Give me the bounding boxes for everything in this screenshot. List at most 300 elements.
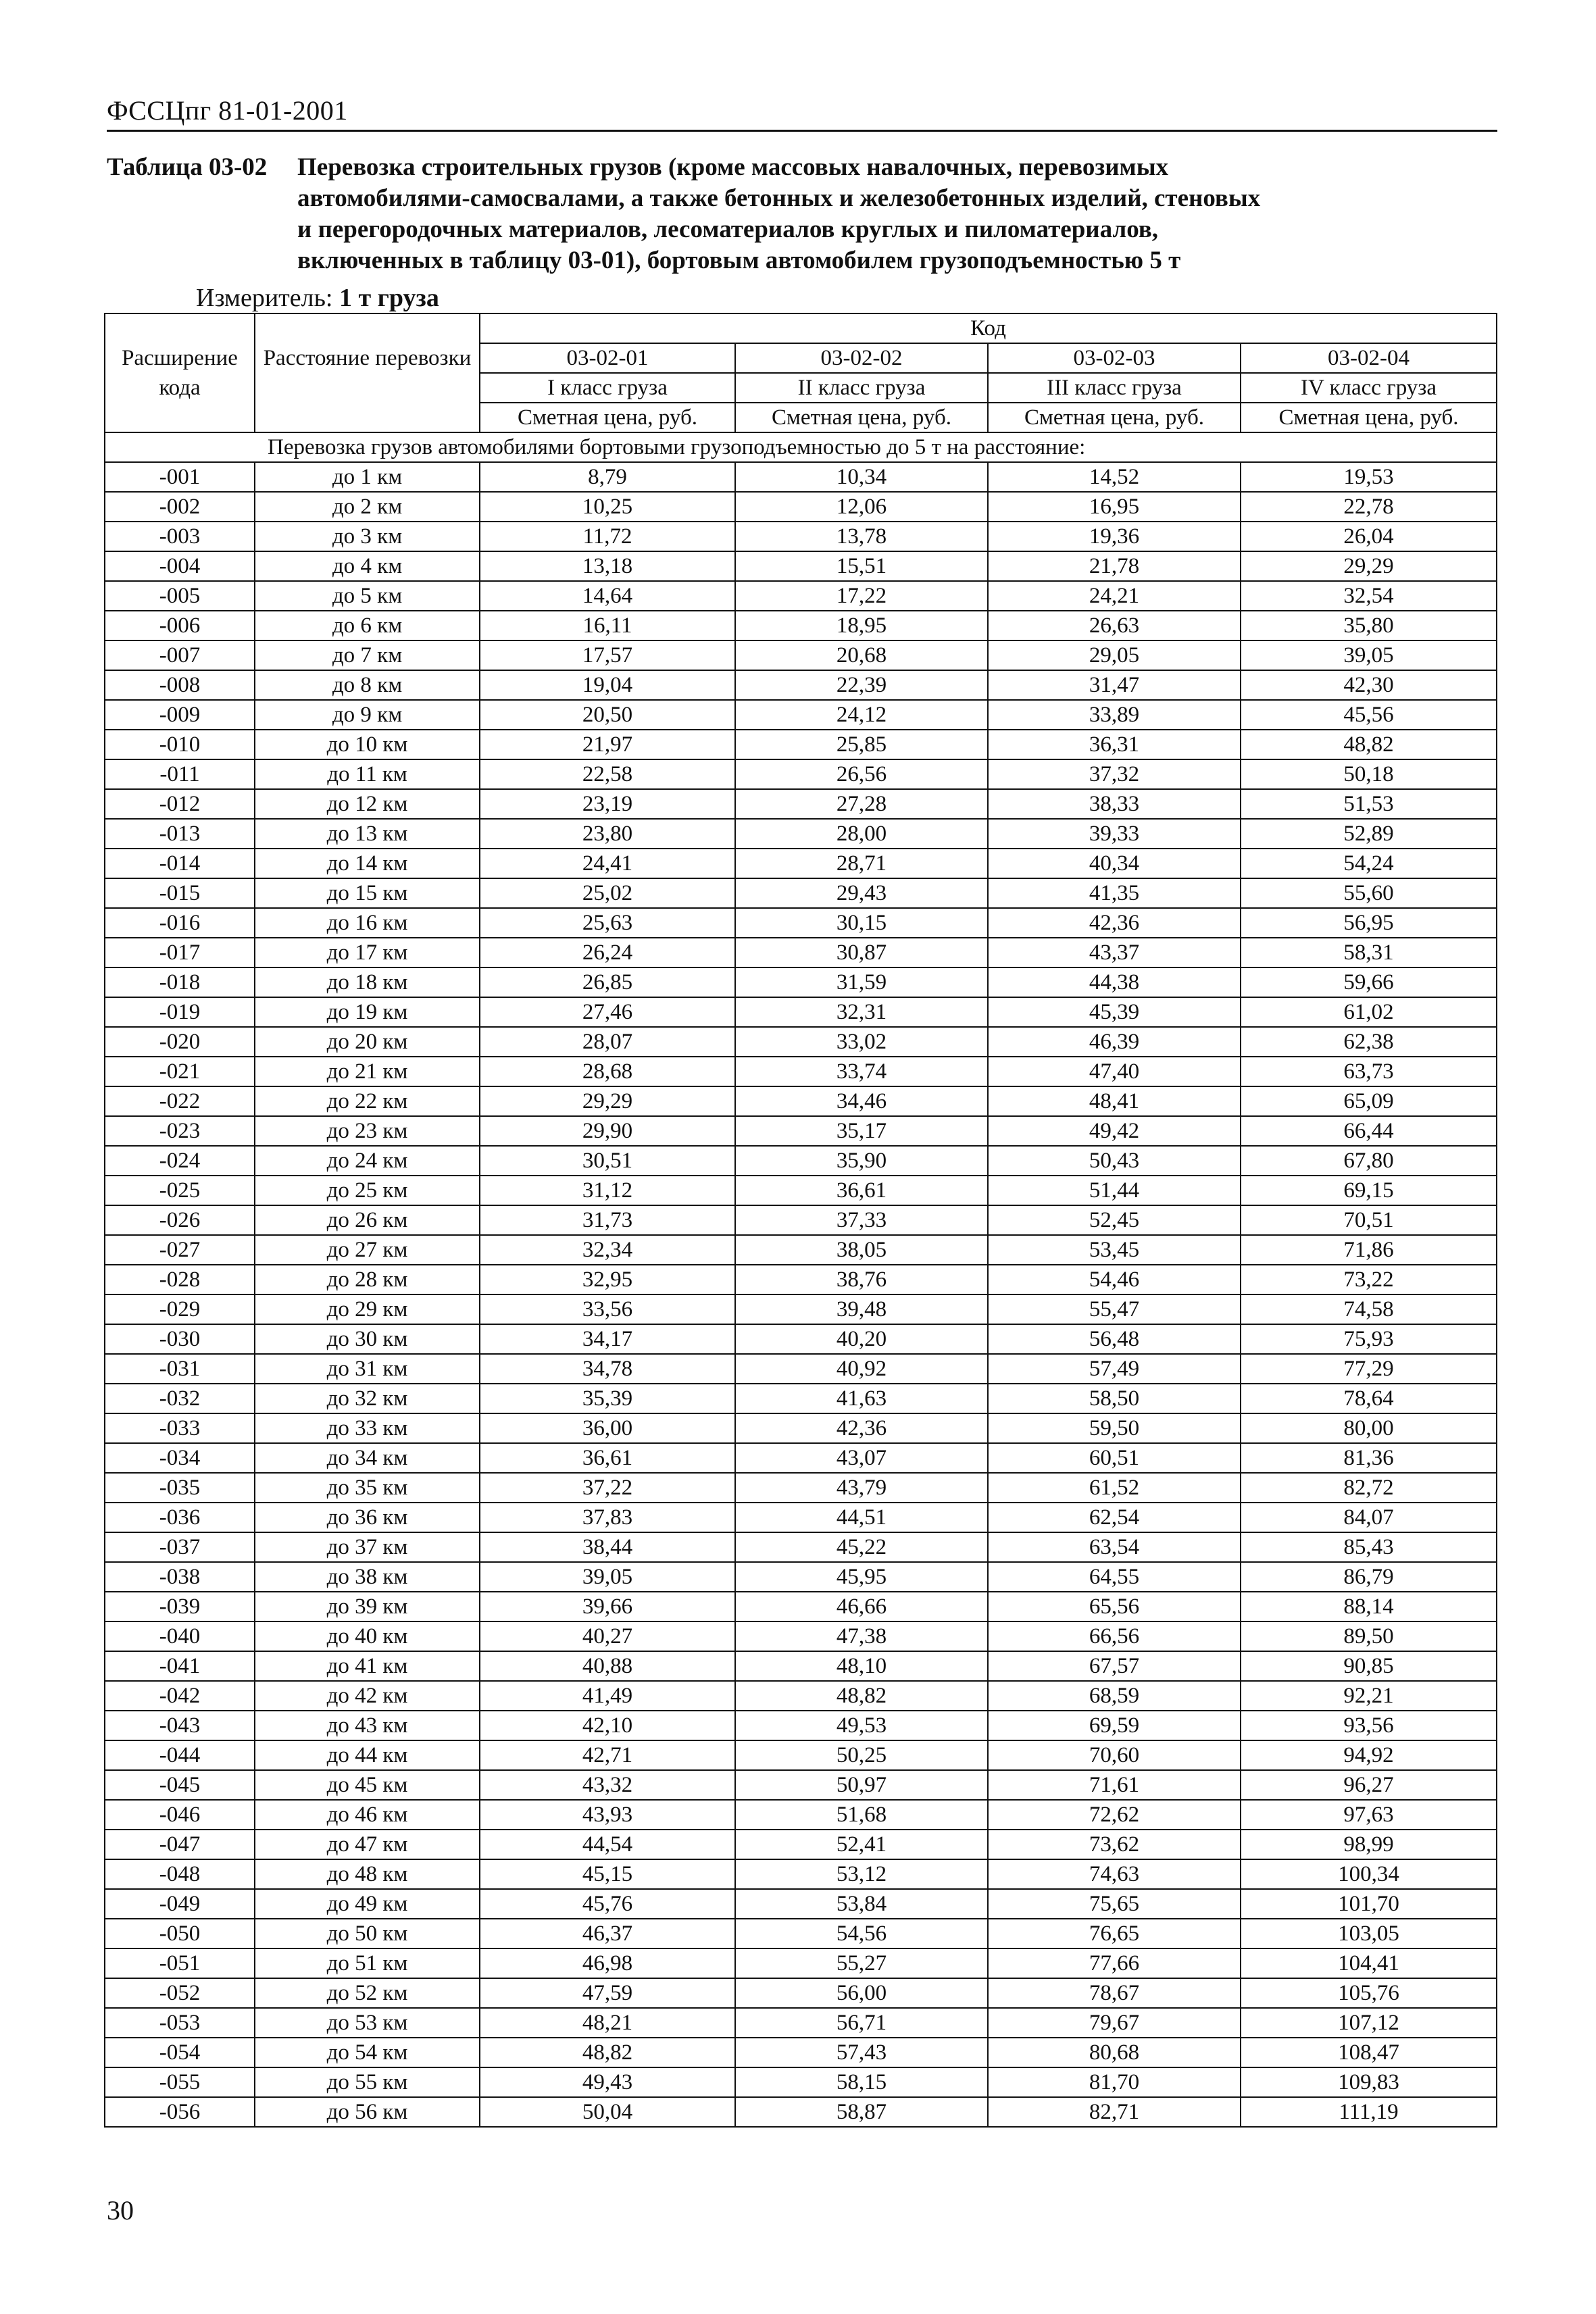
price-class-3-cell: 68,59 [988, 1681, 1241, 1711]
price-class-1-cell: 36,00 [480, 1413, 735, 1443]
price-class-2-cell: 49,53 [735, 1711, 988, 1740]
code-extension-cell: -050 [105, 1919, 255, 1948]
price-class-3-cell: 64,55 [988, 1562, 1241, 1592]
distance-cell: до 6 км [255, 611, 480, 640]
price-class-2-cell: 12,06 [735, 492, 988, 522]
distance-cell: до 33 км [255, 1413, 480, 1443]
distance-cell: до 34 км [255, 1443, 480, 1473]
price-class-2-cell: 17,22 [735, 581, 988, 611]
table-row [105, 2097, 1497, 2127]
cargo-class-cell: III класс груза [988, 373, 1241, 403]
price-class-3-cell: 29,05 [988, 640, 1241, 670]
table-row [105, 1116, 1497, 1146]
table-row [105, 1146, 1497, 1176]
distance-cell: до 47 км [255, 1830, 480, 1859]
price-class-3-cell: 80,68 [988, 2038, 1241, 2067]
price-class-4-cell: 52,89 [1241, 819, 1497, 849]
code-extension-cell: -007 [105, 640, 255, 670]
price-class-2-cell: 18,95 [735, 611, 988, 640]
table-row [105, 1859, 1497, 1889]
price-class-1-cell: 22,58 [480, 759, 735, 789]
distance-cell: до 22 км [255, 1086, 480, 1116]
price-class-4-cell: 51,53 [1241, 789, 1497, 819]
table-row [105, 1532, 1497, 1562]
price-class-4-cell: 42,30 [1241, 670, 1497, 700]
distance-cell: до 41 км [255, 1651, 480, 1681]
price-class-1-cell: 37,22 [480, 1473, 735, 1503]
distance-cell: до 12 км [255, 789, 480, 819]
price-class-4-cell: 80,00 [1241, 1413, 1497, 1443]
distance-cell: до 4 км [255, 551, 480, 581]
table-row [105, 1294, 1497, 1324]
price-class-1-cell: 35,39 [480, 1384, 735, 1413]
price-class-1-cell: 45,15 [480, 1859, 735, 1889]
distance-cell: до 45 км [255, 1770, 480, 1800]
price-class-3-cell: 75,65 [988, 1889, 1241, 1919]
table-row [105, 1354, 1497, 1384]
code-extension-cell: -009 [105, 700, 255, 730]
code-extension-cell: -004 [105, 551, 255, 581]
price-class-4-cell: 108,47 [1241, 2038, 1497, 2067]
price-class-4-cell: 81,36 [1241, 1443, 1497, 1473]
code-extension-cell: -002 [105, 492, 255, 522]
price-class-1-cell: 28,07 [480, 1027, 735, 1057]
distance-cell: до 56 км [255, 2097, 480, 2127]
table-row [105, 1562, 1497, 1592]
price-class-3-cell: 45,39 [988, 997, 1241, 1027]
price-class-2-cell: 47,38 [735, 1621, 988, 1651]
table-row [105, 1503, 1497, 1532]
table-row [105, 789, 1497, 819]
price-class-2-cell: 30,87 [735, 938, 988, 967]
price-class-3-cell: 66,56 [988, 1621, 1241, 1651]
price-class-4-cell: 107,12 [1241, 2008, 1497, 2038]
code-extension-cell: -005 [105, 581, 255, 611]
table-row [105, 819, 1497, 849]
price-class-4-cell: 63,73 [1241, 1057, 1497, 1086]
price-class-1-cell: 27,46 [480, 997, 735, 1027]
price-class-1-cell: 30,51 [480, 1146, 735, 1176]
price-class-4-cell: 74,58 [1241, 1294, 1497, 1324]
table-row [105, 1443, 1497, 1473]
distance-cell: до 28 км [255, 1265, 480, 1294]
price-class-4-cell: 19,53 [1241, 462, 1497, 492]
price-class-2-cell: 58,87 [735, 2097, 988, 2127]
price-class-2-cell: 25,85 [735, 730, 988, 759]
price-class-3-cell: 53,45 [988, 1235, 1241, 1265]
price-class-1-cell: 41,49 [480, 1681, 735, 1711]
price-class-1-cell: 25,63 [480, 908, 735, 938]
price-label-cell: Сметная цена, руб. [480, 403, 735, 432]
price-class-3-cell: 50,43 [988, 1146, 1241, 1176]
price-class-3-cell: 63,54 [988, 1532, 1241, 1562]
price-class-1-cell: 17,57 [480, 640, 735, 670]
price-class-4-cell: 103,05 [1241, 1919, 1497, 1948]
price-class-3-cell: 71,61 [988, 1770, 1241, 1800]
price-class-2-cell: 24,12 [735, 700, 988, 730]
price-class-2-cell: 35,90 [735, 1146, 988, 1176]
price-class-2-cell: 40,92 [735, 1354, 988, 1384]
distance-cell: до 51 км [255, 1948, 480, 1978]
table-row [105, 2008, 1497, 2038]
price-class-2-cell: 48,10 [735, 1651, 988, 1681]
price-class-3-cell: 62,54 [988, 1503, 1241, 1532]
price-class-4-cell: 59,66 [1241, 967, 1497, 997]
price-class-1-cell: 48,21 [480, 2008, 735, 2038]
price-label-cell: Сметная цена, руб. [988, 403, 1241, 432]
table-row [105, 1057, 1497, 1086]
price-class-3-cell: 44,38 [988, 967, 1241, 997]
price-class-1-cell: 8,79 [480, 462, 735, 492]
price-class-4-cell: 73,22 [1241, 1265, 1497, 1294]
distance-cell: до 13 км [255, 819, 480, 849]
price-class-2-cell: 56,71 [735, 2008, 988, 2038]
price-class-1-cell: 46,98 [480, 1948, 735, 1978]
table-row [105, 551, 1497, 581]
distance-cell: до 16 км [255, 908, 480, 938]
price-class-1-cell: 32,34 [480, 1235, 735, 1265]
price-class-4-cell: 94,92 [1241, 1740, 1497, 1770]
price-class-2-cell: 56,00 [735, 1978, 988, 2008]
price-class-4-cell: 84,07 [1241, 1503, 1497, 1532]
code-extension-cell: -048 [105, 1859, 255, 1889]
table-row [105, 492, 1497, 522]
price-class-4-cell: 45,56 [1241, 700, 1497, 730]
table-row [105, 2038, 1497, 2067]
price-class-3-cell: 24,21 [988, 581, 1241, 611]
distance-cell: до 1 км [255, 462, 480, 492]
distance-cell: до 42 км [255, 1681, 480, 1711]
code-extension-cell: -047 [105, 1830, 255, 1859]
price-class-1-cell: 11,72 [480, 522, 735, 551]
distance-cell: до 37 км [255, 1532, 480, 1562]
page-number: 30 [107, 2195, 134, 2225]
distance-cell: до 36 км [255, 1503, 480, 1532]
price-class-2-cell: 53,12 [735, 1859, 988, 1889]
distance-cell: до 3 км [255, 522, 480, 551]
distance-cell: до 10 км [255, 730, 480, 759]
price-class-2-cell: 29,43 [735, 878, 988, 908]
code-extension-cell: -035 [105, 1473, 255, 1503]
price-class-3-cell: 49,42 [988, 1116, 1241, 1146]
price-class-2-cell: 33,74 [735, 1057, 988, 1086]
table-row [105, 908, 1497, 938]
table-row [105, 1235, 1497, 1265]
price-class-3-cell: 19,36 [988, 522, 1241, 551]
price-class-4-cell: 75,93 [1241, 1324, 1497, 1354]
price-class-4-cell: 82,72 [1241, 1473, 1497, 1503]
price-class-3-cell: 59,50 [988, 1413, 1241, 1443]
code-extension-cell: -030 [105, 1324, 255, 1354]
price-class-3-cell: 76,65 [988, 1919, 1241, 1948]
code-extension-cell: -037 [105, 1532, 255, 1562]
price-class-4-cell: 61,02 [1241, 997, 1497, 1027]
table-row [105, 997, 1497, 1027]
distance-cell: до 54 км [255, 2038, 480, 2067]
price-class-1-cell: 50,04 [480, 2097, 735, 2127]
code-extension-cell: -021 [105, 1057, 255, 1086]
table-row [105, 730, 1497, 759]
table-row [105, 1592, 1497, 1621]
price-class-3-cell: 42,36 [988, 908, 1241, 938]
price-class-2-cell: 51,68 [735, 1800, 988, 1830]
table-row [105, 1800, 1497, 1830]
price-class-2-cell: 52,41 [735, 1830, 988, 1859]
price-class-1-cell: 37,83 [480, 1503, 735, 1532]
code-extension-cell: -016 [105, 908, 255, 938]
table-row [105, 1205, 1497, 1235]
price-class-1-cell: 25,02 [480, 878, 735, 908]
table-row [105, 640, 1497, 670]
code-extension-cell: -036 [105, 1503, 255, 1532]
price-class-1-cell: 23,80 [480, 819, 735, 849]
price-class-3-cell: 36,31 [988, 730, 1241, 759]
price-class-3-cell: 54,46 [988, 1265, 1241, 1294]
code-extension-cell: -051 [105, 1948, 255, 1978]
price-class-3-cell: 47,40 [988, 1057, 1241, 1086]
code-cell: 03-02-01 [480, 343, 735, 373]
code-extension-cell: -056 [105, 2097, 255, 2127]
distance-cell: до 35 км [255, 1473, 480, 1503]
price-class-3-cell: 58,50 [988, 1384, 1241, 1413]
price-class-4-cell: 93,56 [1241, 1711, 1497, 1740]
price-class-3-cell: 40,34 [988, 849, 1241, 878]
table-row [105, 2067, 1497, 2097]
cargo-class-cell: II класс груза [735, 373, 988, 403]
price-class-1-cell: 28,68 [480, 1057, 735, 1086]
price-class-3-cell: 51,44 [988, 1176, 1241, 1205]
code-extension-cell: -055 [105, 2067, 255, 2097]
table-row [105, 1265, 1497, 1294]
table-number: Таблица 03-02 [107, 153, 268, 181]
column-header-distance: Расстояние перевозки [255, 343, 480, 432]
price-class-1-cell: 10,25 [480, 492, 735, 522]
price-class-1-cell: 44,54 [480, 1830, 735, 1859]
price-class-2-cell: 46,66 [735, 1592, 988, 1621]
distance-cell: до 52 км [255, 1978, 480, 2008]
code-extension-cell: -031 [105, 1354, 255, 1384]
price-class-1-cell: 48,82 [480, 2038, 735, 2067]
distance-cell: до 26 км [255, 1205, 480, 1235]
price-class-1-cell: 40,88 [480, 1651, 735, 1681]
price-class-2-cell: 22,39 [735, 670, 988, 700]
price-class-2-cell: 45,22 [735, 1532, 988, 1562]
price-class-4-cell: 101,70 [1241, 1889, 1497, 1919]
price-label-cell: Сметная цена, руб. [735, 403, 988, 432]
price-class-3-cell: 48,41 [988, 1086, 1241, 1116]
header-rule [107, 130, 1497, 132]
distance-cell: до 7 км [255, 640, 480, 670]
column-header-extension: Расширение кода [105, 343, 255, 432]
table-title [107, 152, 1499, 276]
price-class-2-cell: 42,36 [735, 1413, 988, 1443]
code-extension-cell: -008 [105, 670, 255, 700]
table-body [105, 462, 1497, 2127]
price-class-2-cell: 44,51 [735, 1503, 988, 1532]
price-class-2-cell: 55,27 [735, 1948, 988, 1978]
price-class-3-cell: 38,33 [988, 789, 1241, 819]
title-line: Перевозка строительных грузов (кроме массовых навалочных, перевозимых [297, 153, 1169, 181]
code-extension-cell: -041 [105, 1651, 255, 1681]
distance-cell: до 14 км [255, 849, 480, 878]
price-class-4-cell: 48,82 [1241, 730, 1497, 759]
distance-cell: до 31 км [255, 1354, 480, 1384]
table-row [105, 1948, 1497, 1978]
price-class-1-cell: 24,41 [480, 849, 735, 878]
price-class-4-cell: 88,14 [1241, 1592, 1497, 1621]
table-head [105, 313, 1497, 462]
price-class-1-cell: 13,18 [480, 551, 735, 581]
price-class-4-cell: 54,24 [1241, 849, 1497, 878]
table-title-text [297, 152, 1446, 276]
code-extension-cell: -022 [105, 1086, 255, 1116]
price-class-4-cell: 77,29 [1241, 1354, 1497, 1384]
distance-cell: до 50 км [255, 1919, 480, 1948]
unit-line [196, 282, 439, 313]
price-class-2-cell: 33,02 [735, 1027, 988, 1057]
code-extension-cell: -052 [105, 1978, 255, 2008]
code-extension-cell: -053 [105, 2008, 255, 2038]
price-class-1-cell: 29,90 [480, 1116, 735, 1146]
price-class-4-cell: 29,29 [1241, 551, 1497, 581]
code-cell: 03-02-02 [735, 343, 988, 373]
table-row [105, 1651, 1497, 1681]
price-class-1-cell: 29,29 [480, 1086, 735, 1116]
code-extension-cell: -003 [105, 522, 255, 551]
price-class-2-cell: 26,56 [735, 759, 988, 789]
price-class-4-cell: 109,83 [1241, 2067, 1497, 2097]
price-class-3-cell: 16,95 [988, 492, 1241, 522]
price-class-3-cell: 41,35 [988, 878, 1241, 908]
price-class-3-cell: 82,71 [988, 2097, 1241, 2127]
price-class-1-cell: 46,37 [480, 1919, 735, 1948]
table-row [105, 1681, 1497, 1711]
code-extension-cell: -025 [105, 1176, 255, 1205]
price-class-1-cell: 31,73 [480, 1205, 735, 1235]
unit-value: 1 т груза [339, 284, 439, 312]
price-class-2-cell: 54,56 [735, 1919, 988, 1948]
price-class-1-cell: 34,17 [480, 1324, 735, 1354]
title-line: включенных в таблицу 03-01), бортовым автомобилем грузоподъемностью 5 т [297, 247, 1181, 274]
price-class-3-cell: 52,45 [988, 1205, 1241, 1235]
price-class-2-cell: 10,34 [735, 462, 988, 492]
code-extension-cell: -020 [105, 1027, 255, 1057]
price-class-1-cell: 34,78 [480, 1354, 735, 1384]
price-class-3-cell: 70,60 [988, 1740, 1241, 1770]
price-class-3-cell: 69,59 [988, 1711, 1241, 1740]
code-extension-cell: -026 [105, 1205, 255, 1235]
price-class-3-cell: 57,49 [988, 1354, 1241, 1384]
price-class-3-cell: 81,70 [988, 2067, 1241, 2097]
code-extension-cell: -012 [105, 789, 255, 819]
price-class-4-cell: 56,95 [1241, 908, 1497, 938]
price-class-2-cell: 43,79 [735, 1473, 988, 1503]
price-class-4-cell: 22,78 [1241, 492, 1497, 522]
price-class-4-cell: 100,34 [1241, 1859, 1497, 1889]
price-class-1-cell: 40,27 [480, 1621, 735, 1651]
price-class-1-cell: 38,44 [480, 1532, 735, 1562]
distance-cell: до 20 км [255, 1027, 480, 1057]
code-extension-cell: -015 [105, 878, 255, 908]
price-class-4-cell: 89,50 [1241, 1621, 1497, 1651]
price-class-1-cell: 39,05 [480, 1562, 735, 1592]
price-class-3-cell: 65,56 [988, 1592, 1241, 1621]
section-heading: Перевозка грузов автомобилями бортовыми грузоподъемностью до 5 т на расстояние: [105, 432, 1497, 462]
code-extension-cell: -054 [105, 2038, 255, 2067]
distance-cell: до 46 км [255, 1800, 480, 1830]
price-class-3-cell: 67,57 [988, 1651, 1241, 1681]
table-head-corner [105, 313, 255, 343]
code-extension-cell: -023 [105, 1116, 255, 1146]
price-class-2-cell: 38,05 [735, 1235, 988, 1265]
distance-cell: до 32 км [255, 1384, 480, 1413]
price-class-2-cell: 28,71 [735, 849, 988, 878]
code-extension-cell: -028 [105, 1265, 255, 1294]
table-row [105, 967, 1497, 997]
price-class-3-cell: 14,52 [988, 462, 1241, 492]
code-extension-cell: -042 [105, 1681, 255, 1711]
price-class-1-cell: 49,43 [480, 2067, 735, 2097]
price-class-1-cell: 16,11 [480, 611, 735, 640]
table-row [105, 1176, 1497, 1205]
distance-cell: до 44 км [255, 1740, 480, 1770]
price-class-2-cell: 27,28 [735, 789, 988, 819]
distance-cell: до 53 км [255, 2008, 480, 2038]
price-class-3-cell: 74,63 [988, 1859, 1241, 1889]
price-class-2-cell: 50,25 [735, 1740, 988, 1770]
table-head-corner [255, 313, 480, 343]
price-class-4-cell: 104,41 [1241, 1948, 1497, 1978]
table-row [105, 1889, 1497, 1919]
price-class-3-cell: 79,67 [988, 2008, 1241, 2038]
price-class-4-cell: 35,80 [1241, 611, 1497, 640]
code-extension-cell: -018 [105, 967, 255, 997]
price-class-1-cell: 26,24 [480, 938, 735, 967]
price-class-1-cell: 14,64 [480, 581, 735, 611]
table-row [105, 1473, 1497, 1503]
code-cell: 03-02-03 [988, 343, 1241, 373]
price-class-3-cell: 61,52 [988, 1473, 1241, 1503]
title-line: и перегородочных материалов, лесоматериалов круглых и пиломатериалов, [297, 216, 1159, 243]
price-class-4-cell: 39,05 [1241, 640, 1497, 670]
distance-cell: до 43 км [255, 1711, 480, 1740]
code-extension-cell: -011 [105, 759, 255, 789]
price-class-3-cell: 73,62 [988, 1830, 1241, 1859]
price-class-2-cell: 35,17 [735, 1116, 988, 1146]
code-extension-cell: -019 [105, 997, 255, 1027]
price-class-2-cell: 39,48 [735, 1294, 988, 1324]
table-row [105, 611, 1497, 640]
table-row [105, 700, 1497, 730]
unit-label: Измеритель: [196, 284, 333, 312]
price-class-1-cell: 19,04 [480, 670, 735, 700]
distance-cell: до 23 км [255, 1116, 480, 1146]
distance-cell: до 2 км [255, 492, 480, 522]
price-class-3-cell: 43,37 [988, 938, 1241, 967]
price-class-2-cell: 13,78 [735, 522, 988, 551]
table-row [105, 849, 1497, 878]
price-class-1-cell: 42,71 [480, 1740, 735, 1770]
price-class-2-cell: 30,15 [735, 908, 988, 938]
price-class-4-cell: 78,64 [1241, 1384, 1497, 1413]
price-class-4-cell: 58,31 [1241, 938, 1497, 967]
cargo-class-cell: IV класс груза [1241, 373, 1497, 403]
distance-cell: до 25 км [255, 1176, 480, 1205]
distance-cell: до 15 км [255, 878, 480, 908]
table-row [105, 1830, 1497, 1859]
price-class-2-cell: 45,95 [735, 1562, 988, 1592]
code-extension-cell: -032 [105, 1384, 255, 1413]
